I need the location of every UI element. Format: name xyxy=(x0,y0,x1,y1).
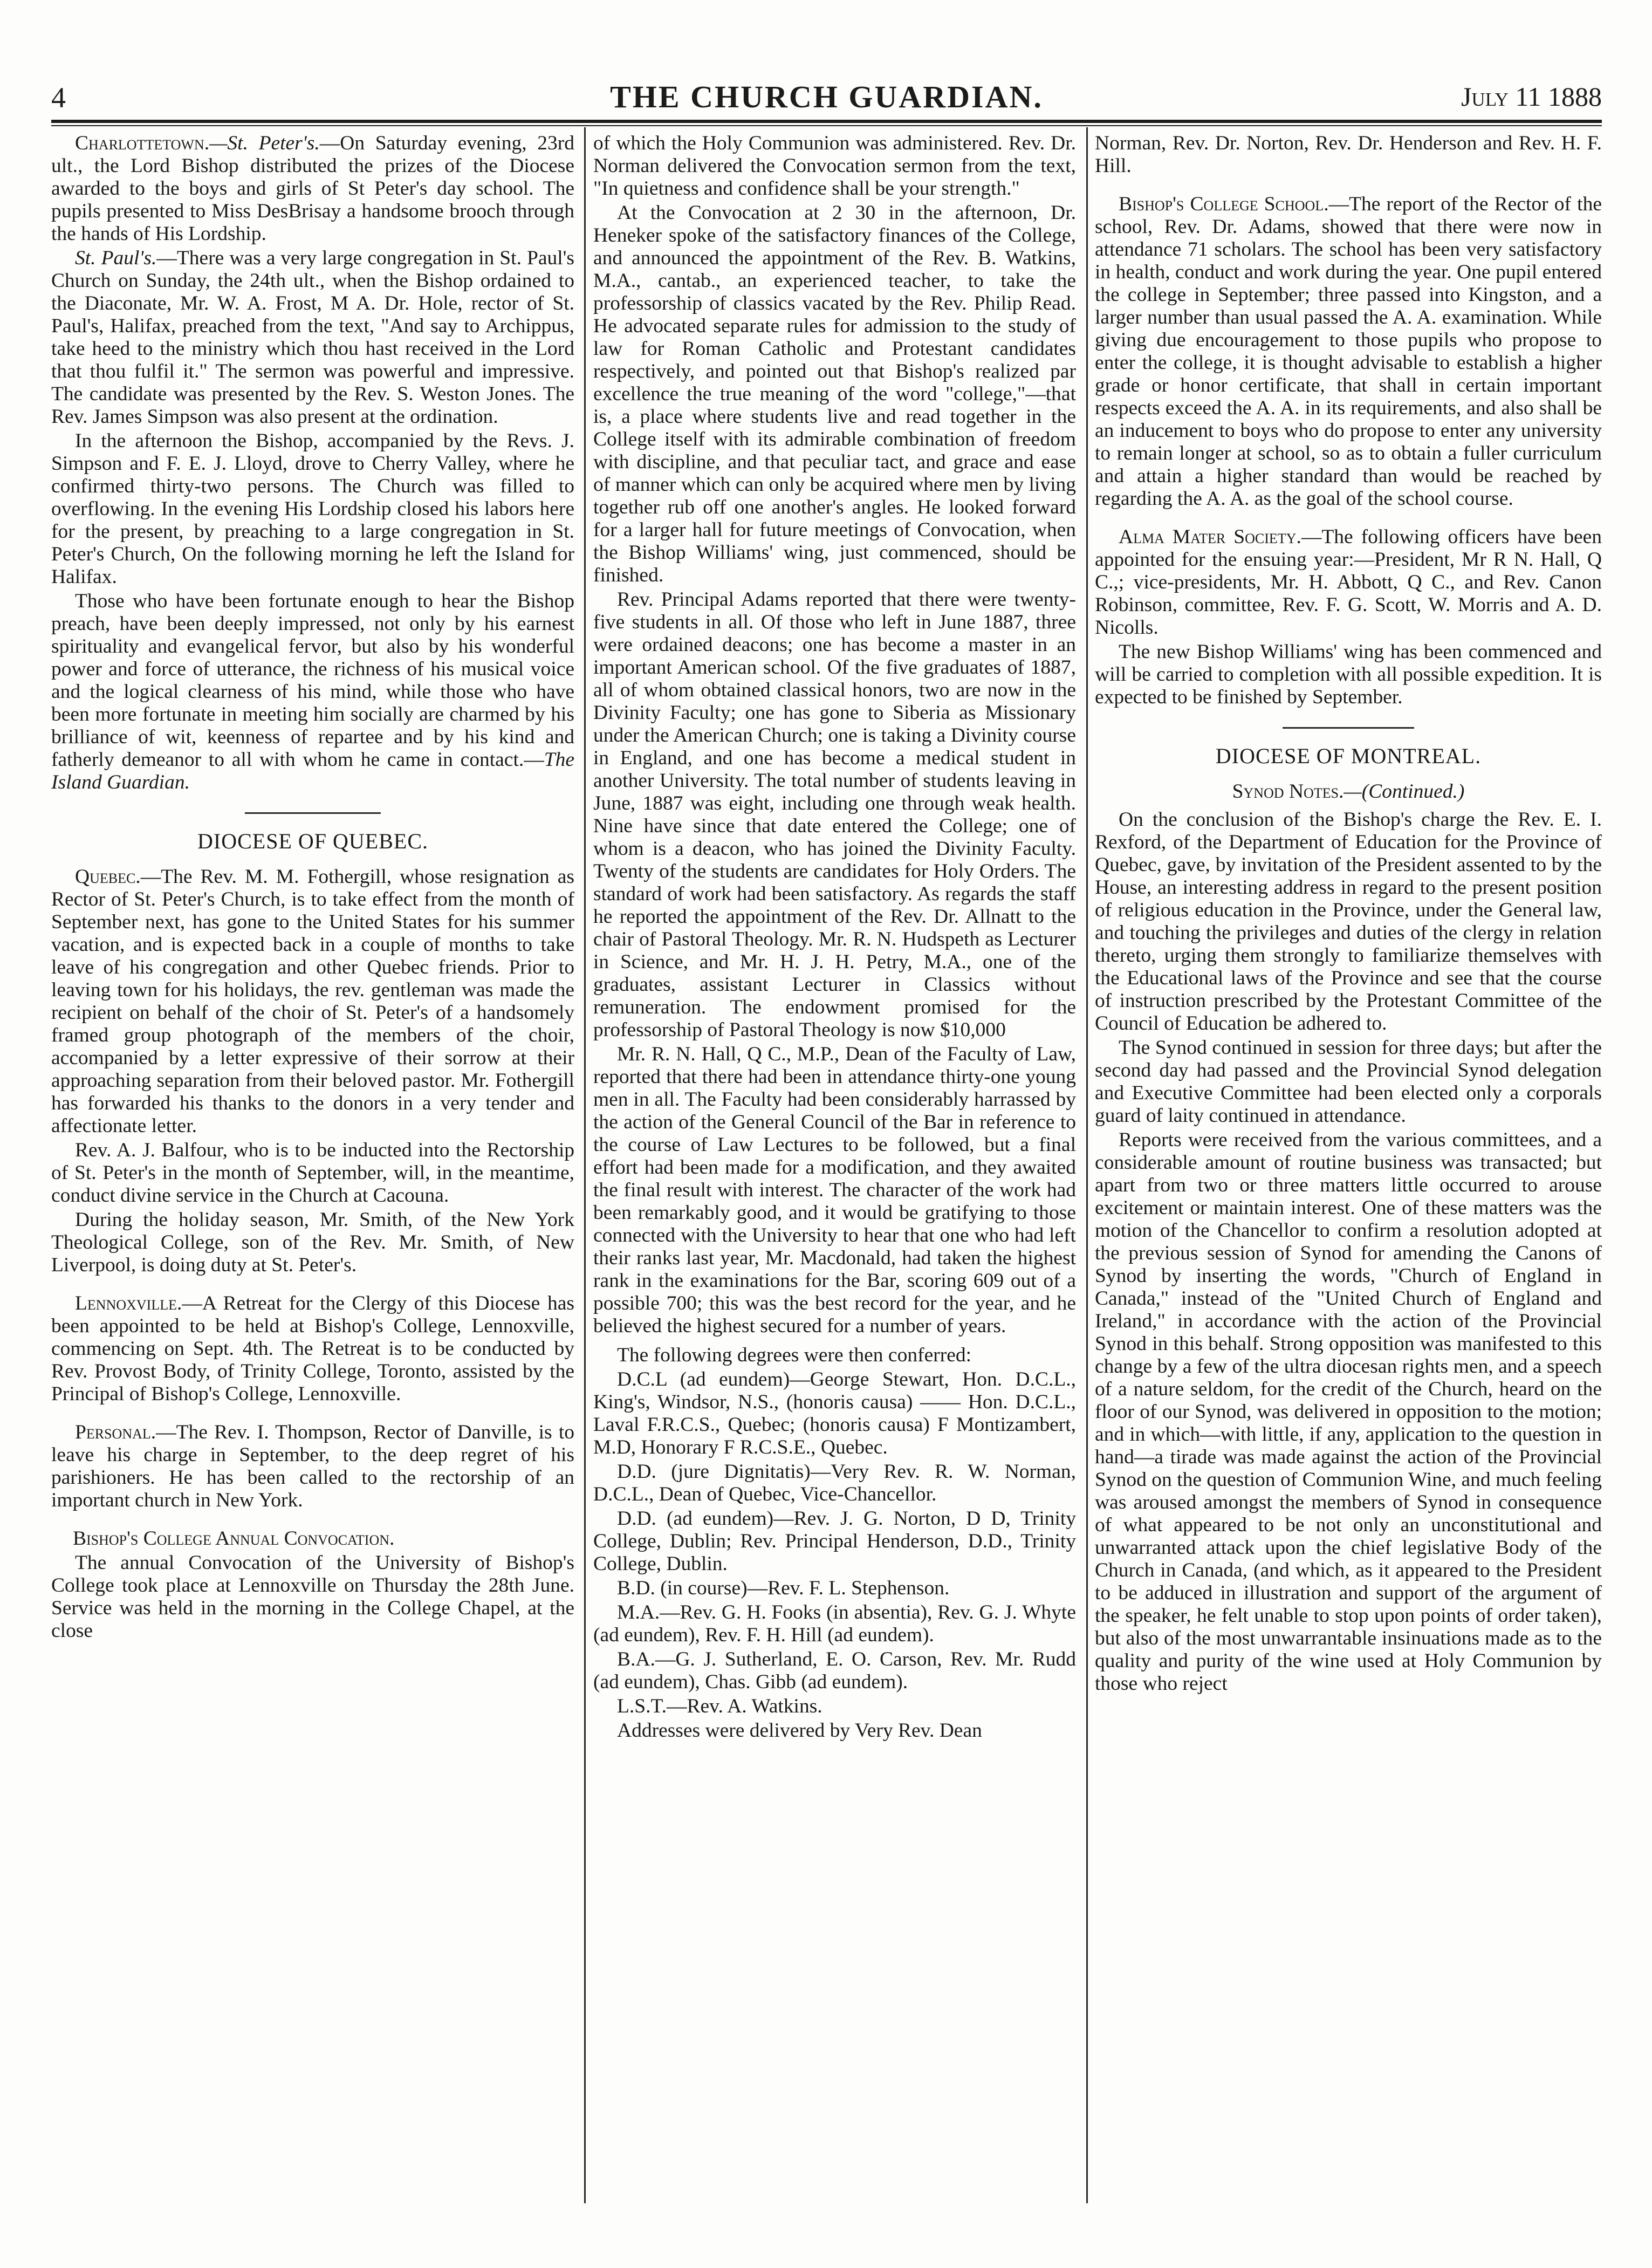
article-paragraph: In the afternoon the Bishop, accompanied by the Revs. J. Simpson and F. E. J. Lloyd, drove to Cherry Valley, where he confirmed thirty-two persons. The Church was filled to overflowing. In the evening His Lordship closed his labors here for the present, by preaching to a large congregation in St. Peter's Church, On the following morning he left the Island for Halifax. xyxy=(51,430,574,588)
masthead-rule-thin xyxy=(51,125,1602,126)
section-divider xyxy=(1283,727,1414,729)
column-2 xyxy=(593,132,1076,2209)
page-number: 4 xyxy=(51,81,66,114)
degree-entry: D.C.L (ad eundem)—George Stewart, Hon. D.C.L., King's, Windsor, N.S., (honoris causa) —— Hon. D.C.L., Laval F.R.C.S., Quebec; (honoris causa) F Montizambert, M.D, Honorary F R.C.S.E., Quebec. xyxy=(593,1368,1076,1458)
article-paragraph: Bishop's College School.—The report of the Rector of the school, Rev. Dr. Adams, showed that there were now in attendance 71 scholars. The school has been very satisfactory in health, conduct and work during the year. One pupil entered the college in September; three passed into Kingston, and a larger number than usual passed the A. A. examination. While giving due encouragement to those pupils who propose to enter the college, it is thought advisable to establish a higher grade or honor certificate, that shall in certain important respects exceed the A. A. in its requirements, and also shall be an inducement to boys who do propose to enter any university to remain longer at school, so as to obtain a fuller curriculum and attain a higher standard than would be reached by regarding the A. A. as the goal of the school course. xyxy=(1095,193,1602,510)
article-paragraph: St. Paul's.—There was a very large congregation in St. Paul's Church on Sunday, the 24th ult., when the Bishop ordained to the Diaconate, Mr. W. A. Frost, M A. Dr. Hole, rector of St. Paul's, Halifax, preached from the text, "And say to Archippus, take heed to the ministry which thou hast received in the Lord that thou fulfil it." The sermon was powerful and impressive. The candidate was presented by the Rev. S. Weston Jones. The Rev. James Simpson was also present at the ordination. xyxy=(51,247,574,428)
degree-entry: B.D. (in course)—Rev. F. L. Stephenson. xyxy=(617,1577,950,1599)
article-paragraph: of which the Holy Communion was administered. Rev. Dr. Norman delivered the Convocation sermon from the text, "In quietness and confidence shall be your strength." xyxy=(593,132,1076,200)
article-paragraph: Rev. A. J. Balfour, who is to be inducted into the Rectorship of St. Peter's in the month of September, will, in the meantime, conduct divine service in the Church at Cacouna. xyxy=(51,1139,574,1207)
subheading-convocation: Bishop's College Annual Convocation. xyxy=(73,1527,395,1550)
article-paragraph: The Synod continued in session for three days; but after the second day had passed and the Provincial Synod delegation and Executive Committee had been elected only a corporals guard of laity continued in attendance. xyxy=(1095,1037,1602,1127)
section-heading-quebec: DIOCESE OF QUEBEC. xyxy=(197,829,429,853)
article-paragraph: Mr. R. N. Hall, Q C., M.P., Dean of the Faculty of Law, reported that there had been in attendance thirty-one young men in all. The Faculty had been considerably harrassed by the action of the General Council of the Bar in reference to the course of Law Lectures to be followed, but a final effort had been made for a modification, and they awaited the final result with interest. The character of the work had been remarkably good, and it would be gratifying to those connected with the University to hear that one who had left their ranks last year, Mr. Macdonald, had taken the highest rank in the examinations for the Bar, scoring 609 out of a possible 700; this was the best record for the year, and he believed the highest secured for a number of years. xyxy=(593,1043,1076,1337)
subheading-synod-notes: Synod Notes.—(Continued.) xyxy=(1232,780,1465,803)
masthead-rule xyxy=(51,120,1602,123)
article-paragraph: Reports were received from the various committees, and a considerable amount of routine business was transacted; but apart from two or three matters little occurred to arouse excitement or maintain interest. One of these matters was the motion of the Chancellor to confirm a resolution adopted at the previous session of Synod for amending the Canons of Synod by inserting the words, "Church of England in Canada," instead of the "United Church of England and Ireland," in accordance with the action of the Provincial Synod in this behalf. Strong opposition was manifested to this change by a few of the ultra diocesan rights men, and a speech of a nature seldom, for the credit of the Church, heard on the floor of our Synod, was delivered in opposition to the motion; and in which—with little, if any, application to the question in hand—a tirade was made against the action of the Provincial Synod on the question of Communion Wine, and much feeling was aroused amongst the members of Synod in consequence of what appeared to be not only an unconstitutional and unwarranted attack upon the chief legislative Body of the Church in Canada, (and which, as it appeared to the President to be adduced in illustration and support of the argument of the speaker, he felt unable to stop upon points of order taken), but also of the most unwarrantable insinuations made as to the quality and purity of the wine used at Holy Communion by those who reject xyxy=(1095,1129,1602,1695)
article-paragraph: The annual Convocation of the University of Bishop's College took place at Lennoxville on Thursday the 28th June. Service was held in the morning in the College Chapel, at the close xyxy=(51,1552,574,1642)
article-paragraph: Lennoxville.—A Retreat for the Clergy of this Diocese has been appointed to be held at Bishop's College, Lennoxville, commencing on Sept. 4th. The Retreat is to be conducted by Rev. Provost Body, of Trinity College, Toronto, assisted by the Principal of Bishop's College, Lennoxville. xyxy=(51,1292,574,1405)
article-paragraph: On the conclusion of the Bishop's charge the Rev. E. I. Rexford, of the Department of Education for the Province of Quebec, gave, by invitation of the President assented to by the House, an interesting address in regard to the present position of religious education in the Province, under the General law, and touching the privileges and duties of the clergy in relation thereto, urging them strongly to familiarize themselves with the Educational laws of the Province and see that the course of instruction prescribed by the Protestant Committee of the Council of Education be adhered to. xyxy=(1095,808,1602,1034)
column-1 xyxy=(51,132,574,2209)
article-paragraph: Rev. Principal Adams reported that there were twenty-five students in all. Of those who left in June 1887, three were ordained deacons; one has become a master in an important American school. Of the five graduates of 1887, all of whom obtained classical honors, two are now in the Divinity Faculty; one has gone to Siberia as Missionary under the American Church; one is taking a Divinity course in England, and one has become a medical student in another University. The total number of students leaving in June, 1887 was eight, including one through weak health. Nine have since that date entered the College; one of whom is a deacon, who has joined the Divinity Faculty. Twenty of the students are candidates for Holy Orders. The standard of work had been satisfactory. As regards the staff he reported the appointment of the Rev. Dr. Allnatt to the chair of Pastoral Theology. Mr. R. N. Hudspeth as Lecturer in Science, and Mr. H. J. H. Petry, M.A., one of the graduates, assistant Lecturer in Classics without remuneration. The endowment promised for the professorship of Pastoral Theology is now $10,000 xyxy=(593,588,1076,1041)
article-paragraph: The following degrees were then conferred: xyxy=(617,1344,972,1366)
article-paragraph: During the holiday season, Mr. Smith, of the New York Theological College, son of the Rev. Mr. Smith, of New Liverpool, is doing duty at St. Peter's. xyxy=(51,1209,574,1276)
degree-entry: D.D. (ad eundem)—Rev. J. G. Norton, D D, Trinity College, Dublin; Rev. Principal Henderson, D.D., Trinity College, Dublin. xyxy=(593,1508,1076,1575)
column-divider xyxy=(584,127,586,2203)
article-paragraph: Quebec.—The Rev. M. M. Fothergill, whose resignation as Rector of St. Peter's Church, is to take effect from the month of September next, has gone to the United States for his summer vacation, and is expected back in a couple of months to take leave of his congregation and other Quebec friends. Prior to leaving town for his holidays, the rev. gentleman was made the recipient on behalf of the choir of St. Peter's of a handsomely framed group photograph of the members of the choir, accompanied by a letter expressive of their sorrow at their approaching separation from their beloved pastor. Mr. Fothergill has forwarded his thanks to the donors in a very tender and affectionate letter. xyxy=(51,866,574,1137)
degree-entry: D.D. (jure Dignitatis)—Very Rev. R. W. Norman, D.C.L., Dean of Quebec, Vice-Chancellor. xyxy=(593,1461,1076,1505)
degree-entry: B.A.—G. J. Sutherland, E. O. Carson, Rev. Mr. Rudd (ad eundem), Chas. Gibb (ad eundem). xyxy=(593,1648,1076,1693)
column-divider xyxy=(1086,127,1088,2203)
article-paragraph: Personal.—The Rev. I. Thompson, Rector of Danville, is to leave his charge in September, to the deep regret of his parishioners. He has been called to the rectorship of an important church in New York. xyxy=(51,1421,574,1511)
section-divider xyxy=(245,812,381,814)
masthead xyxy=(51,76,1602,119)
article-paragraph: Those who have been fortunate enough to hear the Bishop preach, have been deeply impressed, not only by his earnest spirituality and evangelical fervor, but also by his wonderful power and force of utterance, the richness of his musical voice and the logical clearness of his mind, while those who have been more fortunate in meeting him socially are charmed by his brilliance of wit, keenness of repartee and by his kind and fatherly demeanor to all with whom he came in contact.—The Island Guardian. xyxy=(51,590,574,793)
issue-date: July 11 1888 xyxy=(1461,81,1602,112)
article-paragraph: Norman, Rev. Dr. Norton, Rev. Dr. Henderson and Rev. H. F. Hill. xyxy=(1095,132,1602,177)
newspaper-title: THE CHURCH GUARDIAN. xyxy=(610,79,1043,114)
section-heading-montreal: DIOCESE OF MONTREAL. xyxy=(1215,744,1482,768)
article-paragraph: Alma Mater Society.—The following officers have been appointed for the ensuing year:—President, Mr R N. Hall, Q C.,; vice-presidents, Mr. H. Abbott, Q C., and Rev. Canon Robinson, committee, Rev. F. G. Scott, W. Morris and A. D. Nicolls. xyxy=(1095,526,1602,639)
article-paragraph: Addresses were delivered by Very Rev. Dean xyxy=(617,1719,982,1742)
article-paragraph: Charlottetown.—St. Peter's.—On Saturday evening, 23rd ult., the Lord Bishop distributed the prizes of the Diocese awarded to the boys and girls of St Peter's day school. The pupils presented to Miss DesBrisay a handsome brooch through the hands of His Lordship. xyxy=(51,132,574,245)
degree-entry: L.S.T.—Rev. A. Watkins. xyxy=(617,1695,822,1717)
degree-entry: M.A.—Rev. G. H. Fooks (in absentia), Rev. G. J. Whyte (ad eundem), Rev. F. H. Hill (ad eundem). xyxy=(593,1601,1076,1646)
article-paragraph: At the Convocation at 2 30 in the afternoon, Dr. Heneker spoke of the satisfactory finances of the College, and announced the appointment of the Rev. B. Watkins, M.A., cantab., an experienced teacher, to take the professorship of classics vacated by the Rev. Philip Read. He advocated separate rules for admission to the study of law for Roman Catholic and Protestant candidates respectively, and pointed out that Bishop's realized par excellence the true meaning of the word "college,"—that is, a place where students live and read together in the College itself with its admirable combination of freedom with discipline, and that peculiar tact, and grace and ease of manner which can only be acquired where men by living together rub off one another's angles. He looked forward for a larger hall for future meetings of Convocation, when the Bishop Williams' wing, just commenced, should be finished. xyxy=(593,202,1076,586)
article-paragraph: The new Bishop Williams' wing has been commenced and will be carried to completion with all possible expedition. It is expected to be finished by September. xyxy=(1095,641,1602,708)
column-3 xyxy=(1095,132,1602,2209)
